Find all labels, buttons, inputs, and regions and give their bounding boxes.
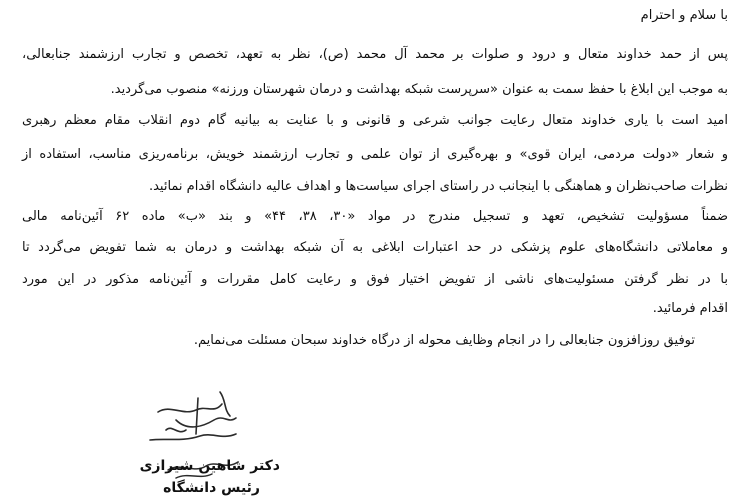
paragraph-1-line-2: به موجب این ابلاغ با حفظ سمت به عنوان «سرپرست شبکه بهداشت و درمان شهرستان ورزنه» منصوب می‌گردید. xyxy=(110,82,728,97)
greeting: با سلام و احترام xyxy=(640,8,728,23)
paragraph-3-line-3: با در نظر گرفتن مسئولیت‌های ناشی از تفویض اختیار فوق و رعایت کامل مقررات و آئین‌نامه مذکور در این مورد xyxy=(22,272,728,287)
paragraph-2-line-3: نظرات صاحب‌نظران و هماهنگی با اینجانب در راستای اجرای سیاست‌ها و اهداف عالیه دانشگاه اقدام نمائید. xyxy=(148,179,728,194)
paragraph-3-line-1: ضمناً مسؤولیت تشخیص، تعهد و تسجیل مندرج در مواد «۳۰، ۳۸، ۴۴» و بند «ب» ماده ۶۲ آئین‌نامه مالی xyxy=(22,209,729,224)
closing-line: توفیق روزافزون جنابعالی را در انجام وظایف محوله از درگاه خداوند سبحان مسئلت می‌نمایم. xyxy=(193,333,695,348)
signatory-name: دکتر شاهین شیرازی xyxy=(139,458,280,474)
signatory-title: رئیس دانشگاه xyxy=(163,480,260,496)
paragraph-2-line-1: امید است با یاری خداوند متعال رعایت جوانب شرعی و قانونی و با عنایت به بیانیه گام دوم انقلاب مقام معظم رهبری xyxy=(22,113,728,128)
paragraph-1-line-1: پس از حمد خداوند متعال و درود و صلوات بر محمد آل محمد (ص)، نظر به تعهد، تخصص و تجارب ارزشمند جنابعالی، xyxy=(22,47,728,62)
paragraph-3-line-4: اقدام فرمائید. xyxy=(652,301,728,316)
paragraph-2-line-2: و شعار «دولت مردمی، ایران قوی» و بهره‌گیری از توان علمی و تجارب ارزشمند خویش، برنامه‌ریزی مناسب، استفاده از xyxy=(22,147,728,162)
paragraph-3-line-2: و معاملاتی دانشگاه‌های علوم پزشکی در حد اعتبارات ابلاغی به آن شبکه بهداشت و درمان به شما تفویض می‌گردد تا xyxy=(22,240,728,255)
